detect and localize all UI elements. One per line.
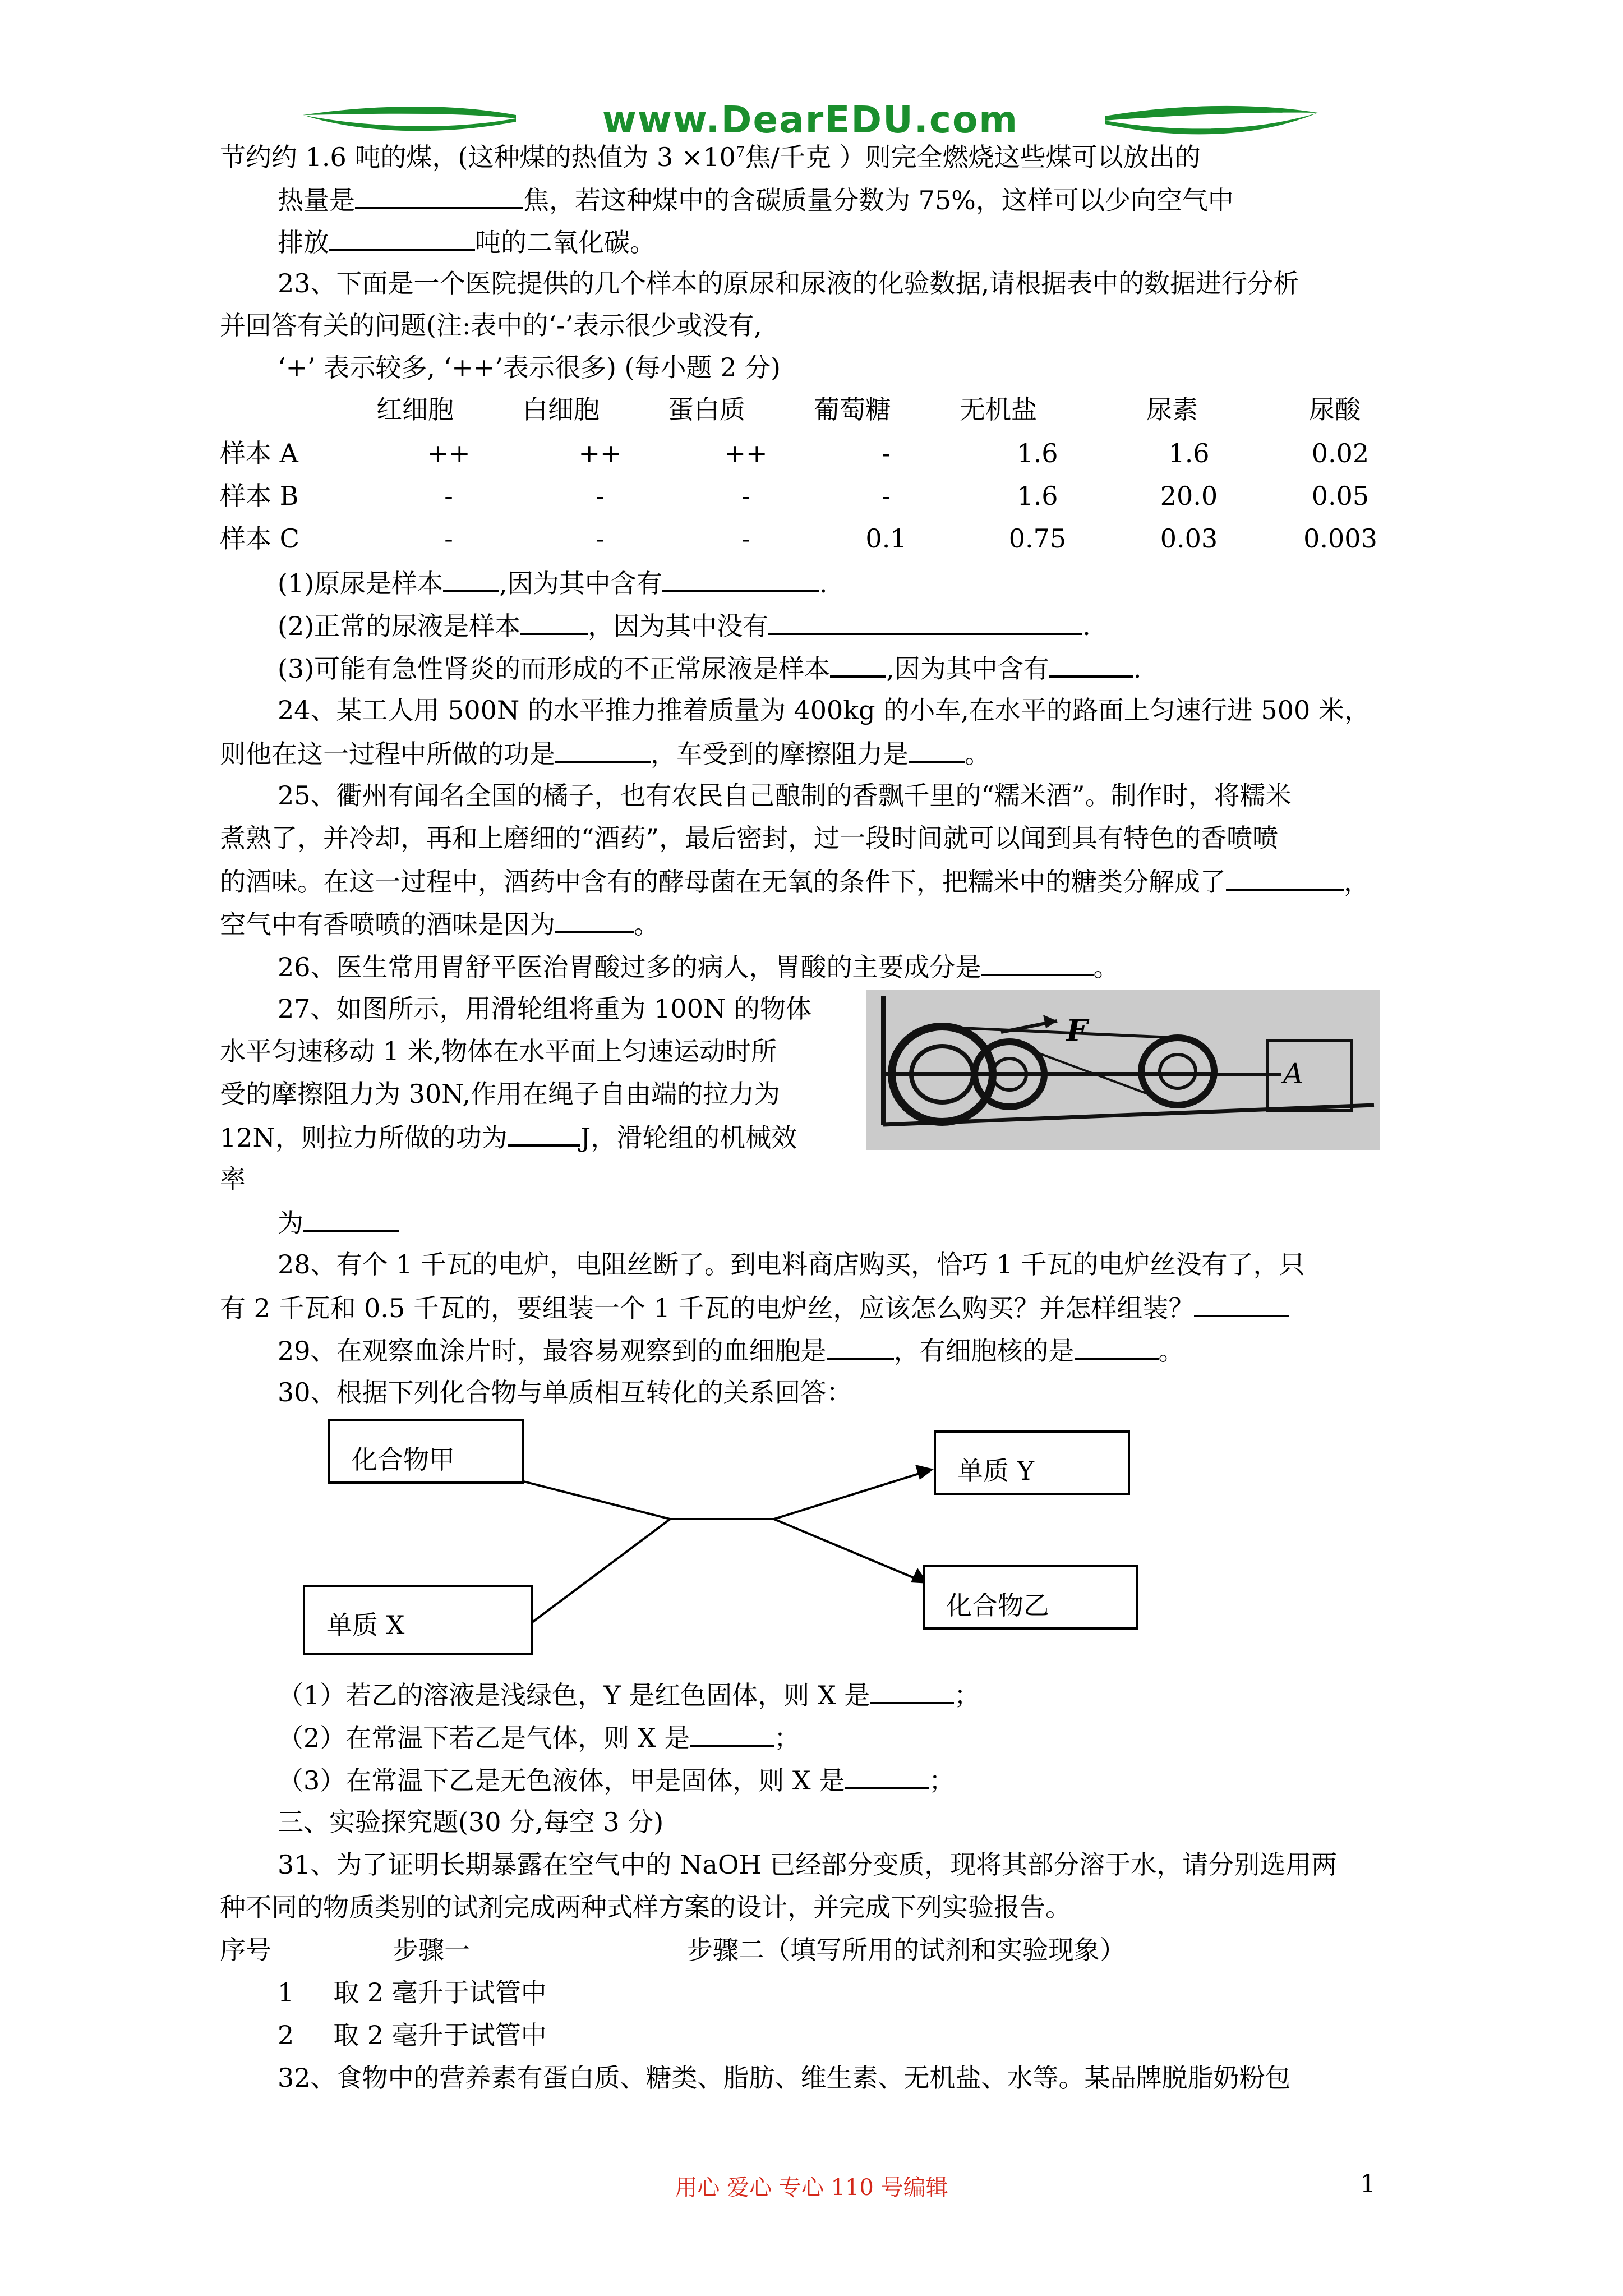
table-cell: ++ [724, 438, 768, 468]
q25-line-4: 空气中有香喷喷的酒味是因为 。 [220, 907, 660, 941]
answer-blank[interactable] [830, 651, 886, 678]
table-cell: - [596, 481, 605, 511]
q30-intro: 30、根据下列化合物与单质相互转化的关系回答： [278, 1377, 852, 1407]
answer-blank[interactable] [303, 1205, 399, 1232]
q28-line-1: 28、有个 1 千瓦的电炉，电阻丝断了。到电料商店购买，恰巧 1 千瓦的电炉丝没有了，只 [278, 1249, 1305, 1280]
force-label: F [1066, 1013, 1088, 1048]
table-cell: - [882, 438, 891, 468]
q22-line-3: 排放 吨的二氧化碳。 [278, 224, 656, 259]
answer-blank[interactable] [355, 182, 523, 209]
answer-blank[interactable] [520, 608, 588, 635]
table-cell: ++ [427, 438, 471, 468]
answer-blank[interactable] [981, 949, 1094, 976]
table-cell: 0.1 [865, 523, 907, 554]
q27-line-5: 率 [220, 1164, 246, 1194]
q31-line-2: 种不同的物质类别的试剂完成两种式样方案的设计，并完成下列实验报告。 [220, 1892, 1071, 1922]
table-cell: 0.05 [1311, 481, 1370, 511]
q29-line: 29、在观察血涂片时，最容易观察到的血细胞是 ，有细胞核的是 。 [278, 1333, 1184, 1368]
q23-intro-3: ‘+’ 表示较多, ‘++’表示很多) (每小题 2 分) [278, 352, 781, 383]
q23-intro-1: 23、下面是一个医院提供的几个样本的原尿和尿液的化验数据,请根据表中的数据进行分析 [278, 268, 1299, 298]
q23-sub-1: (1)原尿是样本 ,因为其中含有 . [278, 565, 827, 600]
answer-blank[interactable] [1194, 1290, 1289, 1317]
q22-line-1: 节约约 1.6 吨的煤，(这种煤的热值为 $3 \times 10^7$焦/千克 ）则完全燃烧这些煤可以放出的 [220, 142, 1201, 172]
table-header: 尿素 [1146, 394, 1198, 425]
answer-blank[interactable] [690, 1720, 774, 1747]
answer-blank[interactable] [845, 1763, 929, 1789]
q26-line: 26、医生常用胃舒平医治胃酸过多的病人，胃酸的主要成分是 。 [278, 949, 1119, 984]
table-header: 红细胞 [376, 394, 454, 425]
table-header: 白细胞 [522, 394, 600, 425]
q27-line-1: 27、如图所示，用滑轮组将重为 100N 的物体 [278, 993, 811, 1024]
answer-blank[interactable] [329, 224, 475, 251]
answer-blank[interactable] [768, 608, 1082, 635]
q30-sub-2: （2）在常温下若乙是气体，则 X 是 ； [278, 1720, 800, 1755]
section-title: 三、实验探究题(30 分,每空 3 分) [278, 1807, 664, 1837]
block-label: A [1283, 1057, 1304, 1090]
page-number: 1 [1360, 2170, 1376, 2198]
table-cell: 0.02 [1311, 438, 1370, 468]
box-element-x: 单质 X [303, 1585, 533, 1655]
table-header: 无机盐 [960, 394, 1037, 425]
box-compound-yi: 化合物乙 [923, 1565, 1138, 1630]
table-cell: - [882, 481, 891, 511]
q28-line-2: 有 2 千瓦和 0.5 千瓦的，要组装一个 1 千瓦的电炉丝，应该怎么购买？并怎样组装？ [220, 1290, 1289, 1325]
table-cell: - [596, 523, 605, 554]
answer-blank[interactable] [555, 907, 634, 933]
q32-line-1: 32、食物中的营养素有蛋白质、糖类、脂肪、维生素、无机盐、水等。某品牌脱脂奶粉包 [278, 2063, 1291, 2093]
table-cell: 0.75 [1008, 523, 1067, 554]
q30-sub-1: （1）若乙的溶液是浅绿色，Y 是红色固体，则 X 是 ； [278, 1677, 980, 1712]
table-header: 葡萄糖 [814, 394, 891, 425]
answer-blank[interactable] [1049, 651, 1133, 678]
q27-line-2: 水平匀速移动 1 米,物体在水平面上匀速运动时所 [220, 1036, 777, 1066]
answer-blank[interactable] [443, 565, 499, 592]
table-row-label: 样本 A [220, 438, 298, 468]
answer-blank[interactable] [662, 565, 819, 592]
table-cell: - [741, 523, 750, 554]
table-cell: 1.6 [1168, 438, 1210, 468]
table-header: 尿酸 [1309, 394, 1361, 425]
table-cell: 1.6 [1017, 481, 1058, 511]
q31-col-step1: 步骤一 [393, 1935, 470, 1965]
q25-line-2: 煮熟了，并冷却，再和上磨细的“酒药”，最后密封，过一段时间就可以闻到具有特色的香喷喷 [220, 823, 1279, 853]
q27-line-3: 受的摩擦阻力为 30N,作用在绳子自由端的拉力为 [220, 1079, 781, 1109]
answer-blank[interactable] [555, 736, 651, 763]
table-cell: - [444, 523, 453, 554]
q31-col-step2: 步骤二（填写所用的试剂和实验现象） [687, 1935, 1126, 1965]
q31-line-1: 31、为了证明长期暴露在空气中的 NaOH 已经部分变质，现将其部分溶于水，请分别选用两 [278, 1849, 1338, 1880]
answer-blank[interactable] [909, 736, 965, 763]
site-url[interactable]: www.DearEDU.com [602, 98, 1019, 141]
q25-line-3: 的酒味。在这一过程中，酒药中含有的酵母菌在无氧的条件下，把糯米中的糖类分解成了 ， [220, 864, 1370, 899]
q24-line-1: 24、某工人用 500N 的水平推力推着质量为 400kg 的小车,在水平的路面上匀速行进 500 米， [278, 695, 1370, 725]
table-header: 蛋白质 [668, 394, 745, 425]
answer-blank[interactable] [1226, 864, 1344, 891]
list-item: 2 取 2 毫升于试管中 [278, 2020, 547, 2050]
answer-blank[interactable] [508, 1120, 580, 1147]
q25-line-1: 25、衢州有闻名全国的橘子，也有农民自己酿制的香飘千里的“糯米酒”。制作时，将糯米 [278, 780, 1292, 811]
list-item: 1 取 2 毫升于试管中 [278, 1977, 547, 2008]
table-cell: 0.03 [1160, 523, 1218, 554]
q31-col-num: 序号 [220, 1935, 271, 1965]
q27-line-6: 为 [278, 1205, 399, 1240]
conversion-diagram [297, 1419, 1166, 1655]
q24-line-2: 则他在这一过程中所做的功是 ，车受到的摩擦阻力是 。 [220, 736, 990, 771]
table-cell: 1.6 [1017, 438, 1058, 468]
table-cell: 20.0 [1160, 481, 1218, 511]
box-element-y: 单质 Y [934, 1430, 1130, 1495]
table-cell: - [444, 481, 453, 511]
q27-line-4: 12N，则拉力所做的功为 J，滑轮组的机械效 [220, 1120, 797, 1154]
q22-line-2: 热量是 焦，若这种煤中的含碳质量分数为 75%，这样可以少向空气中 [278, 182, 1234, 217]
q23-intro-2: 并回答有关的问题(注:表中的‘-’表示很少或没有, [220, 310, 762, 341]
box-compound-jia: 化合物甲 [328, 1419, 524, 1484]
table-cell: ++ [578, 438, 622, 468]
table-cell: 0.003 [1303, 523, 1377, 554]
q23-sub-3: (3)可能有急性肾炎的而形成的不正常尿液是样本 ,因为其中含有 . [278, 651, 1141, 685]
answer-blank[interactable] [1075, 1333, 1159, 1360]
answer-blank[interactable] [827, 1333, 894, 1360]
q30-sub-3: （3）在常温下乙是无色液体，甲是固体，则 X 是 ； [278, 1763, 955, 1797]
answer-blank[interactable] [870, 1677, 954, 1704]
q23-sub-2: (2)正常的尿液是样本 ，因为其中没有 . [278, 608, 1091, 643]
footer-note: 用心 爱心 专心 110 号编辑 [675, 2175, 948, 2201]
table-cell: - [741, 481, 750, 511]
pulley-figure [866, 990, 1380, 1150]
table-row-label: 样本 C [220, 523, 299, 554]
table-row-label: 样本 B [220, 481, 299, 511]
